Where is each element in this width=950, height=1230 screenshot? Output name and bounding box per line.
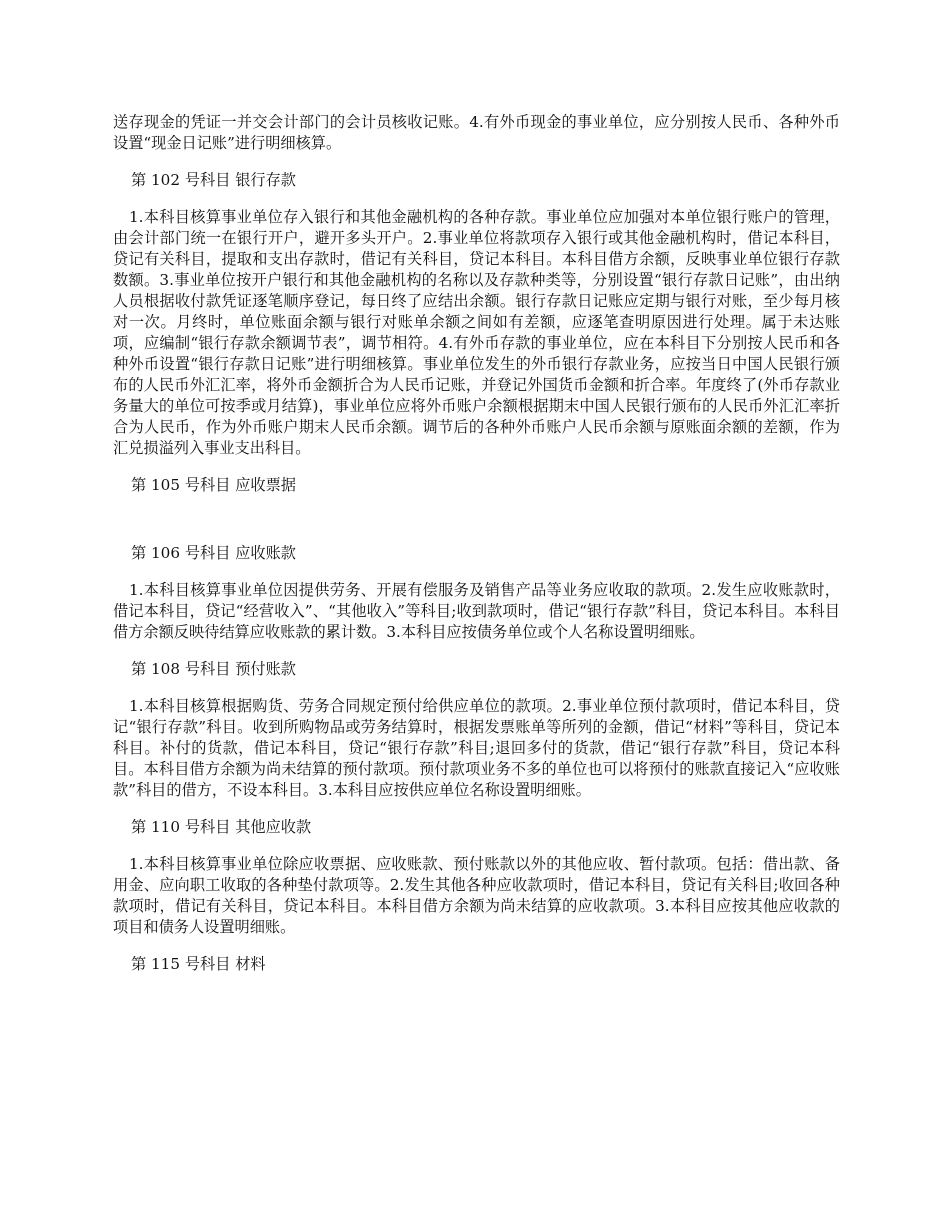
section-heading-105: 第 105 号科目 应收票据 [131, 476, 296, 494]
section-heading-110: 第 110 号科目 其他应收款 [131, 818, 312, 836]
document-page [113, 112, 840, 991]
paragraph-bank-deposit: 1.本科目核算事业单位存入银行和其他金融机构的各种存款。事业单位应加强对本单位银行账户的管理，由会计部门统一在银行开户，避开多头开户。2.事业单位将款项存入银行或其他金融机构时，借记本科目，贷记有关科目，提取和支出存款时，借记有关科目，贷记本科目。本科目借方余额，反映事业单位银行存款数额。3.事业单位按开户银行和其他金融机构的名称以及存款种类等，分别设置“银行存款日记账”，由出纳人员根据收付款凭证逐笔顺序登记，每日终了应结出余额。银行存款日记账应定期与银行对账，至少每月核对一次。月终时，单位账面余额与银行对账单余额之间如有差额，应逐笔查明原因进行处理。属于未达账项，应编制“银行存款余额调节表”，调节相符。4.有外币存款的事业单位，应在本科目下分别按人民币和各种外币设置“银行存款日记账”进行明细核算。事业单位发生的外币银行存款业务，应按当日中国人民银行颁布的人民币外汇汇率，将外币金额折合为人民币记账，并登记外国货币金额和折合率。年度终了(外币存款业务量大的单位可按季或月结算)，事业单位应将外币账户余额根据期末中国人民银行颁布的人民币外汇汇率折合为人民币，作为外币账户期末人民币余额。调节后的各种外币账户人民币余额与原账面余额的差额，作为汇兑损溢列入事业支出科目。 [113, 208, 840, 457]
empty-section-spacer [113, 512, 840, 543]
section-heading-102: 第 102 号科目 银行存款 [131, 171, 296, 189]
paragraph-prepayments: 1.本科目核算根据购货、劳务合同规定预付给供应单位的款项。2.事业单位预付款项时，借记本科目，贷记“银行存款”科目。收到所购物品或劳务结算时，根据发票账单等所列的金额，借记“材料”等科目，贷记本科目。补付的货款，借记本科目，贷记“银行存款”科目;退回多付的货款，借记“银行存款”科目，贷记本科目。本科目借方余额为尚未结算的预付款项。预付款项业务不多的单位也可以将预付的账款直接记入“应收账款”科目的借方，不设本科目。3.本科目应按供应单位名称设置明细账。 [113, 697, 840, 799]
section-heading-115: 第 115 号科目 材料 [131, 955, 266, 973]
paragraph-accounts-receivable: 1.本科目核算事业单位因提供劳务、开展有偿服务及销售产品等业务应收取的款项。2.发生应收账款时，借记本科目，贷记“经营收入”、“其他收入”等科目;收到款项时，借记“银行存款”科目，贷记本科目。本科目借方余额反映待结算应收账款的累计数。3.本科目应按债务单位或个人名称设置明细账。 [113, 581, 840, 641]
paragraph-other-receivables: 1.本科目核算事业单位除应收票据、应收账款、预付账款以外的其他应收、暂付款项。包括：借出款、备用金、应向职工收取的各种垫付款项等。2.发生其他各种应收款项时，借记本科目，贷记有关科目;收回各种款项时，借记有关科目，贷记本科目。本科目借方余额为尚未结算的应收款项。3.本科目应按其他应收款的项目和债务人设置明细账。 [113, 855, 840, 936]
section-heading-108: 第 108 号科目 预付账款 [131, 660, 296, 678]
section-heading-106: 第 106 号科目 应收账款 [131, 544, 296, 562]
paragraph-cash-continued: 送存现金的凭证一并交会计部门的会计员核收记账。4.有外币现金的事业单位，应分别按人民币、各种外币设置“现金日记账”进行明细核算。 [113, 113, 840, 152]
